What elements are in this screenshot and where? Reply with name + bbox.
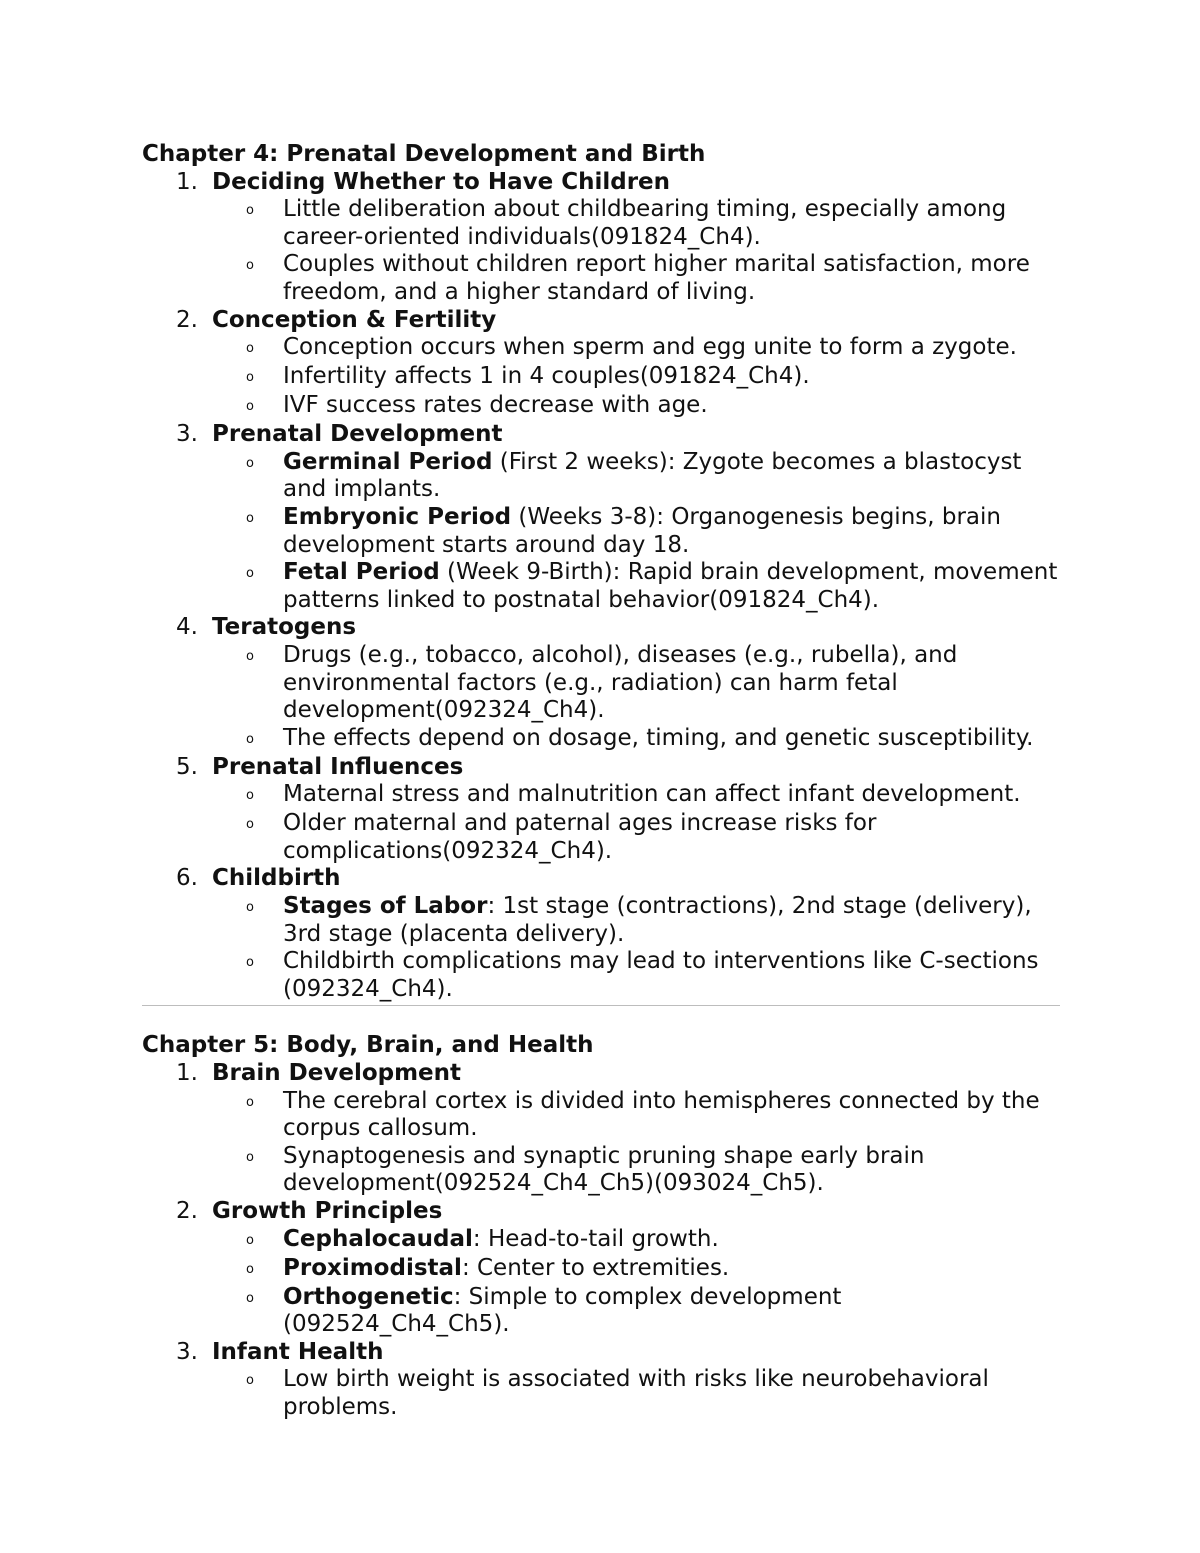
term-description: : 1st stage (contractions), 2nd stage (delivery), 3rd stage (placenta delivery). (283, 893, 1032, 947)
list-item (246, 893, 1060, 948)
list-item (246, 334, 1060, 363)
list-item-text (283, 449, 1060, 504)
list-item (246, 725, 1060, 754)
list-item-text (283, 363, 1060, 392)
term-description: (Week 9-Birth): Rapid brain development, movement patterns linked to postnatal behavior(091824_Ch4). (283, 559, 1058, 613)
list-item-text (283, 196, 1060, 251)
list-item-text (283, 559, 1060, 614)
list-item (246, 392, 1060, 421)
section-heading (176, 307, 1060, 335)
bullet-circle-icon: o (246, 510, 254, 526)
section-number: 6. (176, 865, 198, 892)
term-description: Low birth weight is associated with risks like neurobehavioral problems. (283, 1366, 989, 1420)
list-item (246, 449, 1060, 504)
list-item (246, 1366, 1060, 1421)
term-description: The cerebral cortex is divided into hemispheres connected by the corpus callosum. (283, 1087, 1040, 1142)
term-description: IVF success rates decrease with age. (283, 392, 708, 419)
bullet-circle-icon: o (246, 399, 254, 415)
section-heading (176, 1198, 1060, 1226)
section-title: Prenatal Influences (212, 753, 464, 780)
section-number: 5. (176, 753, 198, 780)
bullet-circle-icon: o (246, 648, 254, 664)
list-item (246, 1143, 1060, 1198)
term-description: (First 2 weeks): Zygote becomes a blastocyst and implants. (283, 448, 1022, 503)
list-item-text (283, 1088, 1060, 1143)
list-item-text (283, 392, 1060, 421)
bullet-circle-icon: o (246, 900, 254, 916)
list-item-text (283, 334, 1060, 363)
bullet-circle-icon: o (246, 455, 254, 471)
list-item (246, 1284, 1060, 1339)
bullet-circle-icon: o (246, 1149, 254, 1165)
section-title: Infant Health (212, 1338, 384, 1365)
term-label: Proximodistal (283, 1254, 462, 1281)
section-heading (176, 754, 1060, 782)
chapter-4 (142, 141, 1060, 1003)
list-item (246, 196, 1060, 251)
document-content (142, 141, 1060, 1422)
list-item (246, 1255, 1060, 1284)
section-number: 3. (176, 421, 198, 448)
term-label: Orthogenetic (283, 1283, 454, 1310)
bullet-circle-icon: o (246, 258, 254, 274)
list-item-text (283, 251, 1060, 306)
list-item (246, 1226, 1060, 1255)
term-description: The effects depend on dosage, timing, and genetic susceptibility. (283, 724, 1034, 751)
bullet-circle-icon: o (246, 788, 254, 804)
list-item (246, 810, 1060, 865)
bullet-circle-icon: o (246, 1232, 254, 1248)
list-item-text (283, 1284, 1060, 1339)
term-description: : Simple to complex development (092524_Ch4_Ch5). (283, 1283, 842, 1338)
list-item-text (283, 893, 1060, 948)
section-heading (176, 169, 1060, 197)
term-description: Conception occurs when sperm and egg unite to form a zygote. (283, 334, 1017, 361)
term-label: Stages of Labor (283, 893, 488, 920)
section-heading (176, 614, 1060, 642)
section-title: Childbirth (212, 865, 341, 892)
bullet-circle-icon: o (246, 1261, 254, 1277)
section-title: Conception & Fertility (212, 306, 497, 333)
term-label: Germinal Period (283, 448, 493, 475)
list-item-text (283, 781, 1060, 810)
bullet-circle-icon: o (246, 1373, 254, 1389)
section-heading (176, 421, 1060, 449)
section-number: 2. (176, 306, 198, 333)
term-description: Older maternal and paternal ages increase risks for complications(092324_Ch4). (283, 810, 877, 864)
section-title: Growth Principles (212, 1198, 443, 1224)
list-item (246, 781, 1060, 810)
term-description: Childbirth complications may lead to interventions like C-sections (092324_Ch4). (283, 948, 1039, 1002)
list-item-text (283, 810, 1060, 865)
list-item (246, 1088, 1060, 1143)
term-description: (Weeks 3-8): Organogenesis begins, brain development starts around day 18. (283, 503, 1001, 558)
term-description: Infertility affects 1 in 4 couples(091824_Ch4). (283, 363, 810, 390)
term-label: Cephalocaudal (283, 1225, 473, 1252)
bullet-circle-icon: o (246, 566, 254, 582)
bullet-circle-icon: o (246, 817, 254, 833)
list-item (246, 363, 1060, 392)
term-description: Couples without children report higher marital satisfaction, more freedom, and a higher standard of living. (283, 251, 1030, 305)
bullet-circle-icon: o (246, 203, 254, 219)
term-description: Drugs (e.g., tobacco, alcohol), diseases (e.g., rubella), and environmental factors (e.g., radiation) can harm fetal development(092324_Ch4). (283, 641, 958, 724)
list-item (246, 559, 1060, 614)
section-title: Prenatal Development (212, 421, 503, 448)
section-heading (176, 1339, 1060, 1367)
list-item-text (283, 725, 1060, 754)
list-item-text (283, 1366, 1060, 1421)
term-description: Maternal stress and malnutrition can affect infant development. (283, 781, 1021, 808)
section-title: Deciding Whether to Have Children (212, 168, 671, 195)
chapter-title: Chapter 4: Prenatal Development and Birth (142, 141, 706, 167)
list-item (246, 504, 1060, 559)
bullet-circle-icon: o (246, 1290, 254, 1306)
chapter-title: Chapter 5: Body, Brain, and Health (142, 1032, 594, 1059)
list-item-text (283, 1226, 1060, 1255)
bullet-circle-icon: o (246, 731, 254, 747)
bullet-circle-icon: o (246, 370, 254, 386)
list-item-text (283, 642, 1060, 725)
section-title: Teratogens (212, 614, 357, 641)
section-number: 1. (176, 168, 198, 195)
bullet-circle-icon: o (246, 341, 254, 357)
list-item (246, 948, 1060, 1003)
list-item (246, 251, 1060, 306)
term-label: Embryonic Period (283, 503, 512, 530)
list-item-text (283, 1255, 1060, 1284)
chapter-5 (142, 1032, 1060, 1421)
list-item (246, 642, 1060, 725)
list-item-text (283, 948, 1060, 1003)
term-description: Little deliberation about childbearing timing, especially among career-oriented individuals(091824_Ch4). (283, 196, 1007, 250)
list-item-text (283, 1143, 1060, 1198)
section-heading (176, 1060, 1060, 1088)
bullet-circle-icon: o (246, 955, 254, 971)
spacer (142, 1006, 1060, 1032)
section-number: 3. (176, 1338, 198, 1365)
term-description: : Head-to-tail growth. (472, 1225, 719, 1252)
list-item-text (283, 504, 1060, 559)
section-number: 4. (176, 614, 198, 641)
term-description: : Center to extremities. (461, 1254, 730, 1281)
term-label: Fetal Period (283, 559, 440, 586)
section-heading (176, 865, 1060, 893)
section-number: 2. (176, 1198, 198, 1224)
bullet-circle-icon: o (246, 1094, 254, 1110)
term-description: Synaptogenesis and synaptic pruning shape early brain development(092524_Ch4_Ch5)(093024_Ch5). (283, 1142, 925, 1197)
section-title: Brain Development (212, 1060, 462, 1087)
section-number: 1. (176, 1060, 198, 1087)
